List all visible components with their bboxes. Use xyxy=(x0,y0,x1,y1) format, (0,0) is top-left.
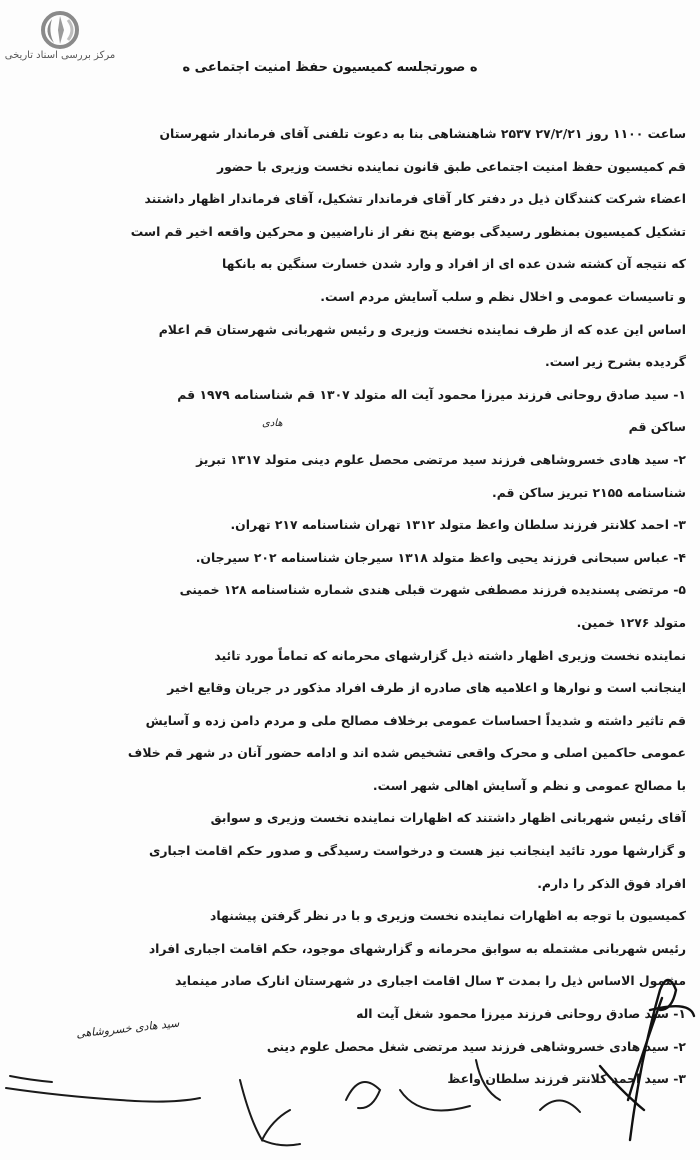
text-line: اینجانب است و نوارها و اعلامیه های صادره از طرف افراد مذکور در جریان وقایع اخیر xyxy=(167,680,686,696)
text-line: که نتیجه آن کشته شدن عده ای از افراد و وارد شدن خسارت سنگین به بانکها xyxy=(221,256,686,272)
text-line: ۲- سید هادی خسروشاهی فرزند سید مرتضی محصل علوم دینی متولد ۱۳۱۷ تبریز xyxy=(196,451,686,467)
text-line: عمومی حاکمین اصلی و محرک واقعی تشخیص شده اند و ادامه حضور آنان در شهر قم خلاف xyxy=(127,745,686,761)
text-line: ۱- سید صادق روحانی فرزند میرزا محمود آیت اله متولد ۱۳۰۷ قم شناسنامه ۱۹۷۹ قم xyxy=(177,386,686,402)
text-line: ۳- سید احمد کلانتر فرزند سلطان واعظ xyxy=(447,1071,686,1087)
interlinear-annotation: هادی xyxy=(262,418,283,429)
signature-strokes-1 xyxy=(6,1076,200,1102)
text-line: نماینده نخست وزیری اظهار داشته ذیل گزارشهای محرمانه که تماماً مورد تائید xyxy=(214,647,686,663)
text-line: با مصالح عمومی و نظم و آسایش اهالی شهر است. xyxy=(372,777,686,793)
document-title: ه صورتجلسه کمیسیون حفظ امنیت اجتماعی ه xyxy=(182,60,478,75)
text-line: ساعت ۱۱۰۰ روز ۲۷/۲/۲۱ ۲۵۳۷ شاهنشاهی بنا به دعوت تلفنی آقای فرماندار شهرستان xyxy=(159,126,686,141)
text-line: رئیس شهربانی مشتمله به سوابق محرمانه و گزارشهای موجود، حکم اقامت اجباری افراد xyxy=(148,940,686,956)
text-line: گردیده بشرح زیر است. xyxy=(545,354,686,370)
text-line: ۵- مرتضی پسندیده فرزند مصطفی شهرت قبلی هندی شماره شناسنامه ۱۲۸ خمینی xyxy=(179,582,686,598)
text-line: کمیسیون با توجه به اظهارات نماینده نخست وزیری و با در نظر گرفتن پیشنهاد xyxy=(210,908,686,924)
text-line: ۳- احمد کلانتر فرزند سلطان واعظ متولد ۱۳۱۲ تهران شناسنامه ۲۱۷ تهران. xyxy=(230,517,686,533)
text-line: قم تاثیر داشته و شدیداً احساسات عمومی برخلاف مصالح ملی و مردم دامن زده و آسایش xyxy=(145,712,686,728)
text-line: تشکیل کمیسیون بمنظور رسیدگی بوضع پنج نفر از ناراضیین و محرکین واقعه اخیر قم است xyxy=(130,223,686,239)
archive-logo-text: مرکز بررسی اسناد تاریخی xyxy=(4,50,116,61)
text-line: شناسنامه ۲۱۵۵ تبریز ساکن قم. xyxy=(491,484,686,500)
text-line: اساس این عده که از طرف نماینده نخست وزیری و رئیس شهربانی شهرستان قم اعلام xyxy=(158,321,686,337)
text-line: ۲- سید هادی خسروشاهی فرزند سید مرتضی شغل محصل علوم دینی xyxy=(266,1038,686,1054)
text-line: افراد فوق الذکر را دارم. xyxy=(537,875,686,891)
text-line: ساکن قم xyxy=(628,419,686,435)
signature-strokes-2 xyxy=(240,1080,300,1145)
text-line: و تاسیسات عمومی و اخلال نظم و سلب آسایش مردم است. xyxy=(320,288,686,304)
text-line: آقای رئیس شهربانی اظهار داشتند که اظهارات نماینده نخست وزیری و سوابق xyxy=(210,810,686,826)
text-line: مشمول الاساس ذیل را بمدت ۳ سال اقامت اجباری در شهرستان انارک صادر مینماید xyxy=(174,973,686,989)
text-line: و گزارشها مورد تائید اینجانب نیز هست و درخواست رسیدگی و صدور حکم اقامت اجباری xyxy=(149,843,686,859)
text-line: ۴- عباس سبحانی فرزند یحیی واعظ متولد ۱۳۱۸ سیرجان شناسنامه ۲۰۲ سیرجان. xyxy=(195,549,686,565)
text-line: ۱- سید صادق روحانی فرزند میرزا محمود شغل آیت اله xyxy=(356,1006,686,1022)
signature-strokes-4 xyxy=(600,980,694,1140)
handwritten-signature-note: سید هادی خسروشاهی xyxy=(75,1016,180,1041)
text-line: متولد ۱۲۷۶ خمین. xyxy=(576,614,686,630)
text-line: قم کمیسیون حفظ امنیت اجتماعی طبق قانون نماینده نخست وزیری با حضور xyxy=(217,158,686,174)
signature-strokes-3 xyxy=(346,1060,580,1112)
text-line: اعضاء شرکت کنندگان ذیل در دفتر کار آقای فرماندار تشکیل، آقای فرماندار اظهار داشتند xyxy=(144,191,686,207)
